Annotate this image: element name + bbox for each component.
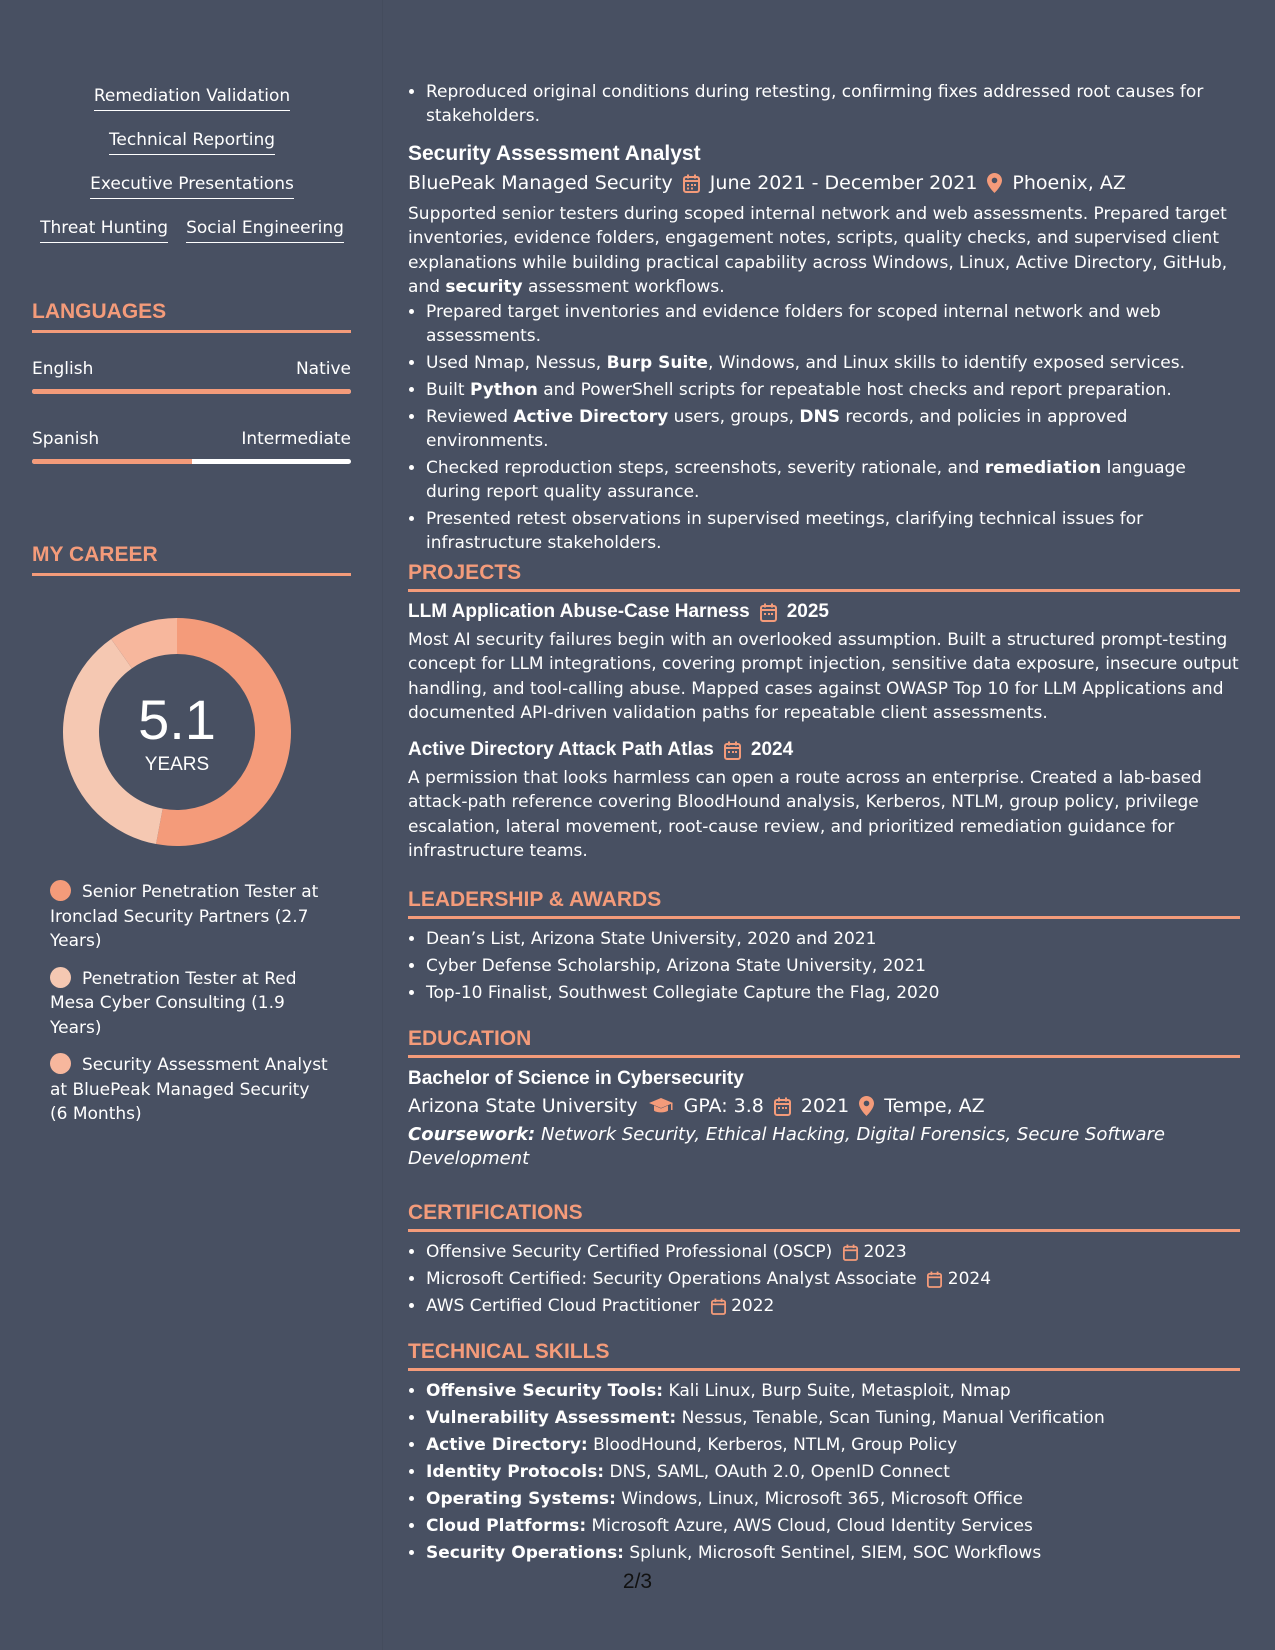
skill-tag: Threat Hunting: [40, 218, 168, 243]
language-bar: [32, 459, 351, 464]
list-item: [426, 1294, 1240, 1318]
skill-tag: Social Engineering: [186, 218, 344, 243]
job-dates: June 2021 - December 2021: [709, 172, 978, 194]
school-name: Arizona State University: [408, 1095, 638, 1117]
gpa: GPA: 3.8: [683, 1095, 764, 1117]
skill-label: Identity Protocols:: [426, 1462, 605, 1482]
list-item: [426, 1240, 1240, 1264]
career-legend-item: [50, 880, 330, 954]
job-summary-text: assessment workflows.: [522, 276, 725, 297]
career-heading: MY CAREER: [32, 543, 351, 576]
career-legend-item: [50, 967, 330, 1041]
awards-heading: LEADERSHIP & AWARDS: [408, 888, 1240, 919]
job-location: Phoenix, AZ: [1012, 172, 1126, 194]
awards-section: [408, 888, 1240, 1008]
graduation-cap-icon: [648, 1097, 674, 1115]
project-title-row: [408, 601, 1240, 623]
skill-values: Nessus, Tenable, Scan Tuning, Manual Verification: [676, 1408, 1105, 1428]
calendar-icon: [760, 603, 777, 622]
career-total-years: 5.1: [138, 688, 216, 751]
list-item: • Reviewed Active Directory users, groups, DNS records, and policies in approved environments.: [426, 405, 1240, 453]
calendar-icon: [724, 741, 741, 760]
skill-values: Kali Linux, Burp Suite, Metasploit, Nmap: [663, 1381, 1011, 1401]
career-legend-text: Penetration Tester at Red Mesa Cyber Consulting (1.9 Years): [50, 968, 297, 1038]
calendar-icon: [683, 174, 700, 193]
job-entry: [408, 142, 1240, 558]
job-title: Security Assessment Analyst: [408, 142, 701, 165]
skill-tag: Remediation Validation: [94, 86, 290, 111]
skill-label: Active Directory:: [426, 1435, 588, 1455]
language-name: English: [32, 359, 94, 379]
project-title: Active Directory Attack Path Atlas: [408, 739, 714, 761]
skill-label: Security Operations:: [426, 1543, 624, 1563]
project-description: A permission that looks harmless can open a route across an enterprise. Created a lab-based attack-path reference covering BloodHound analysis, Kerberos, NTLM, group policy, privilege escalation, lateral movement, root-cause review, and prioritized remediation guidance for infrastructure teams.: [408, 768, 1202, 862]
language-name: Spanish: [32, 429, 100, 449]
skill-label: Vulnerability Assessment:: [426, 1408, 677, 1428]
sidebar: [0, 0, 383, 1650]
skill-tag: Technical Reporting: [109, 130, 275, 155]
language-level: Intermediate: [241, 429, 351, 449]
legend-dot: [50, 880, 71, 901]
career-legend-item: [50, 1053, 330, 1127]
skill-label: Operating Systems:: [426, 1489, 616, 1509]
graduation-year: 2021: [800, 1095, 850, 1117]
skills-section: [408, 1340, 1240, 1568]
coursework-list: Network Security, Ethical Hacking, Digital Forensics, Secure Software Development: [408, 1124, 1165, 1170]
projects-section: [408, 561, 1240, 863]
skill-values: Splunk, Microsoft Sentinel, SIEM, SOC Workflows: [623, 1543, 1042, 1563]
list-item: • Prepared target inventories and evidence folders for scoped internal network and web assessments.: [426, 300, 1240, 348]
list-item: [426, 1514, 1240, 1538]
cert-name: AWS Certified Cloud Practitioner: [426, 1296, 700, 1316]
project-year: 2024: [750, 739, 794, 761]
list-item: [426, 1541, 1240, 1565]
career-legend: [50, 880, 330, 1140]
project-year: 2025: [786, 601, 829, 622]
list-item: • Used Nmap, Nessus, Burp Suite, Windows, and Linux skills to identify exposed services.: [426, 351, 1240, 375]
education-meta: [408, 1095, 1240, 1117]
list-item: [426, 1460, 1240, 1484]
skill-values: Microsoft Azure, AWS Cloud, Cloud Identity Services: [586, 1516, 1033, 1536]
language-level: Native: [295, 359, 351, 379]
coursework: [408, 1123, 1240, 1172]
coursework-label: Coursework:: [408, 1124, 536, 1145]
cert-name: Microsoft Certified: Security Operations Analyst Associate: [426, 1269, 917, 1289]
legend-dot: [50, 967, 71, 988]
job-summary-bold: security: [445, 276, 523, 297]
list-item: [426, 1406, 1240, 1430]
list-item: • Dean’s List, Arizona State University, 2020 and 2021: [426, 927, 1240, 951]
list-item: • Reproduced original conditions during retesting, confirming fixes addressed root causes for stakeholders.: [426, 80, 1258, 128]
list-item: • Checked reproduction steps, screenshots, severity rationale, and remediation language during report quality assurance.: [426, 456, 1240, 504]
location-pin-icon: [987, 173, 1002, 193]
calendar-icon: [774, 1097, 791, 1116]
education-heading: EDUCATION: [408, 1027, 1240, 1058]
cert-year: 2023: [863, 1242, 907, 1262]
list-item: • Cyber Defense Scholarship, Arizona State University, 2021: [426, 954, 1240, 978]
skills-list: [408, 1379, 1240, 1565]
legend-dot: [50, 1053, 71, 1074]
school-location: Tempe, AZ: [884, 1095, 985, 1117]
skill-label: Offensive Security Tools:: [426, 1381, 664, 1401]
list-item: [426, 1379, 1240, 1403]
calendar-icon: [927, 1271, 942, 1288]
language-bar: [32, 389, 351, 394]
job-summary: [408, 202, 1240, 299]
page-number: 2/3: [622, 1570, 653, 1593]
calendar-icon: [711, 1298, 726, 1315]
career-total-unit: YEARS: [144, 754, 210, 775]
career-legend-text: Senior Penetration Tester at Ironclad Security Partners (2.7 Years): [50, 882, 319, 951]
skill-values: Windows, Linux, Microsoft 365, Microsoft Office: [615, 1489, 1024, 1509]
language-english: [32, 359, 351, 394]
skill-values: DNS, SAML, OAuth 2.0, OpenID Connect: [604, 1462, 950, 1482]
cert-name: Offensive Security Certified Professional (OSCP): [426, 1242, 833, 1262]
skill-tags: [32, 86, 352, 262]
list-item: [426, 1487, 1240, 1511]
certifications-section: [408, 1201, 1240, 1321]
degree-title: Bachelor of Science in Cybersecurity: [408, 1068, 744, 1089]
project-title-row: [408, 739, 1240, 761]
projects-heading: PROJECTS: [408, 561, 1240, 592]
job-bullets: [408, 300, 1240, 555]
job-summary-text: Supported senior testers during scoped internal network and web assessments. Prepared target inventories, evidence folders, engagement notes, scripts, quality checks, and supervised client explanations while building practical capability across Windows, Linux, Active Directory, GitHub, and: [408, 204, 1228, 297]
language-spanish: [32, 429, 351, 464]
cert-year: 2024: [947, 1269, 992, 1289]
list-item: [426, 1433, 1240, 1457]
skills-heading: TECHNICAL SKILLS: [408, 1340, 1240, 1371]
language-bar-fill: [32, 459, 192, 464]
job-meta: [408, 172, 1240, 194]
list-item: • Built Python and PowerShell scripts for repeatable host checks and report preparation.: [426, 378, 1240, 402]
education-section: [408, 1027, 1240, 1172]
calendar-icon: [843, 1244, 858, 1261]
list-item: • Presented retest observations in supervised meetings, clarifying technical issues for infrastructure stakeholders.: [426, 507, 1240, 555]
project-title: LLM Application Abuse-Case Harness: [408, 601, 750, 622]
list-item: • Top-10 Finalist, Southwest Collegiate Capture the Flag, 2020: [426, 981, 1240, 1005]
list-item: [426, 1267, 1240, 1291]
language-bar-fill: [32, 389, 351, 394]
job-company: BluePeak Managed Security: [408, 172, 673, 194]
skill-values: BloodHound, Kerberos, NTLM, Group Policy: [587, 1435, 958, 1455]
languages-heading: LANGUAGES: [32, 300, 351, 333]
skill-tag: Executive Presentations: [90, 174, 294, 199]
location-pin-icon: [859, 1096, 874, 1116]
cert-year: 2022: [731, 1296, 775, 1316]
project-description: Most AI security failures begin with an overlooked assumption. Built a structured prompt-testing concept for LLM integrations, covering prompt injection, sensitive data exposure, insecure output handling, and tool-calling abuse. Mapped cases against OWASP Top 10 for LLM Applications and documented API-driven validation paths for repeatable client assessments.: [408, 630, 1239, 723]
experience-carry-bullets: [408, 80, 1258, 131]
certifications-heading: CERTIFICATIONS: [408, 1201, 1240, 1232]
certifications-list: [408, 1240, 1240, 1318]
awards-list: [408, 927, 1240, 1005]
skill-label: Cloud Platforms:: [426, 1516, 587, 1536]
career-legend-text: Security Assessment Analyst at BluePeak Managed Security (6 Months): [50, 1055, 328, 1124]
